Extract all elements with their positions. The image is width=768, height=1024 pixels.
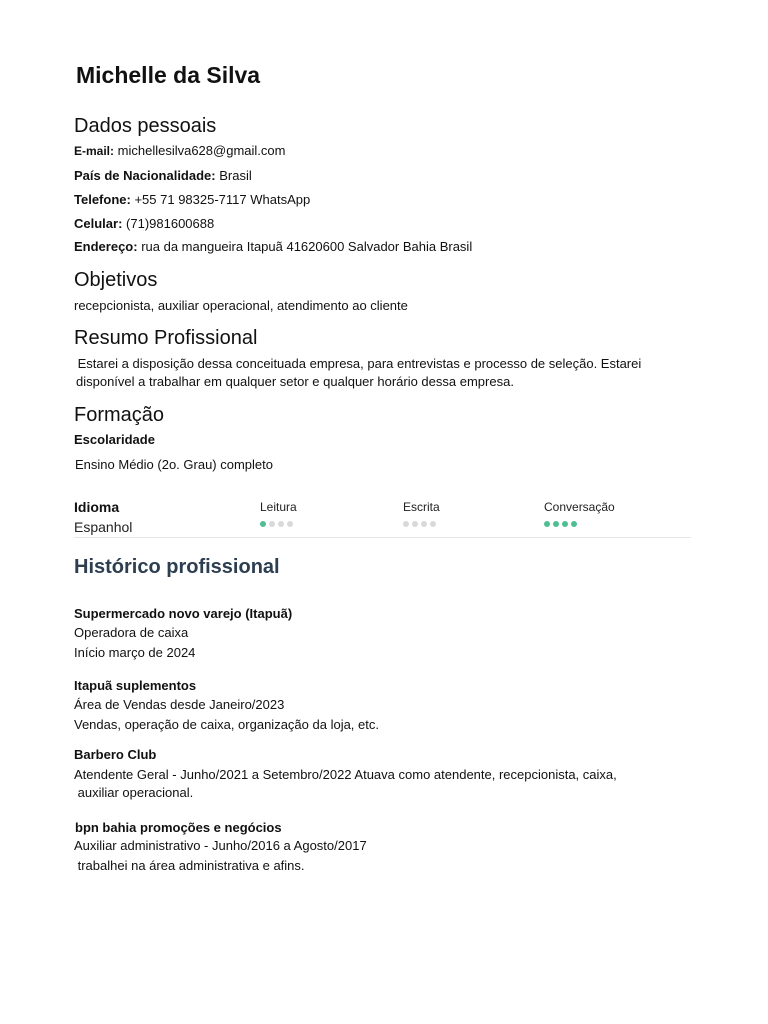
summary-line-2: disponível a trabalhar em qualquer setor e qualquer horário dessa empresa. xyxy=(76,374,514,389)
job-company: bpn bahia promoções e negócios xyxy=(75,820,282,835)
nationality-line xyxy=(74,168,252,183)
email-label: E-mail: xyxy=(74,144,115,158)
address-value: rua da mangueira Itapuã 41620600 Salvador Bahia Brasil xyxy=(141,239,473,254)
nationality-value: Brasil xyxy=(219,168,252,183)
address-line xyxy=(74,239,472,254)
email-value: michellesilva628@gmail.com xyxy=(117,143,286,158)
history-heading: Histórico profissional xyxy=(74,556,280,578)
mobile-label: Celular: xyxy=(74,216,123,231)
job-company: Supermercado novo varejo (Itapuã) xyxy=(74,606,293,621)
level-dot xyxy=(403,521,409,527)
education-subheading: Escolaridade xyxy=(74,432,155,447)
phone-value: +55 71 98325-7117 WhatsApp xyxy=(134,192,311,207)
phone-line xyxy=(74,192,310,207)
job-detail: Operadora de caixa xyxy=(74,625,189,640)
email-line xyxy=(74,143,285,158)
reading-column-header: Leitura xyxy=(260,500,297,514)
address-label: Endereço: xyxy=(74,239,138,254)
job-company: Barbero Club xyxy=(74,747,157,762)
language-name: Espanhol xyxy=(74,519,133,535)
job-company: Itapuã suplementos xyxy=(74,678,197,693)
objectives-heading: Objetivos xyxy=(74,269,158,291)
level-dot xyxy=(260,521,266,527)
education-text: Ensino Médio (2o. Grau) completo xyxy=(75,457,273,472)
job-detail: trabalhei na área administrativa e afins. xyxy=(74,858,305,873)
job-detail: auxiliar operacional. xyxy=(74,785,194,800)
level-dot xyxy=(571,521,577,527)
summary-line-1: Estarei a disposição dessa conceituada empresa, para entrevistas e processo de seleção. Estarei xyxy=(74,356,642,371)
level-dot xyxy=(412,521,418,527)
writing-column-header: Escrita xyxy=(403,500,440,514)
language-table xyxy=(74,497,691,538)
objectives-text: recepcionista, auxiliar operacional, atendimento ao cliente xyxy=(74,298,408,313)
job-detail: Atendente Geral - Junho/2021 a Setembro/2022 Atuava como atendente, recepcionista, caixa, xyxy=(74,767,617,782)
level-dot xyxy=(269,521,275,527)
writing-level xyxy=(403,521,436,527)
level-dot xyxy=(562,521,568,527)
job-detail: Área de Vendas desde Janeiro/2023 xyxy=(74,697,285,712)
level-dot xyxy=(287,521,293,527)
reading-level xyxy=(260,521,293,527)
conversation-column-header: Conversação xyxy=(544,500,615,514)
level-dot xyxy=(421,521,427,527)
candidate-name: Michelle da Silva xyxy=(76,62,261,88)
summary-heading: Resumo Profissional xyxy=(74,327,258,349)
mobile-line xyxy=(74,216,214,231)
education-heading: Formação xyxy=(74,404,165,426)
level-dot xyxy=(430,521,436,527)
level-dot xyxy=(278,521,284,527)
phone-label: Telefone: xyxy=(74,192,131,207)
level-dot xyxy=(544,521,550,527)
job-detail: Auxiliar administrativo - Junho/2016 a Agosto/2017 xyxy=(74,838,367,853)
language-column-header: Idioma xyxy=(74,499,120,515)
mobile-value: (71)981600688 xyxy=(126,216,215,231)
conversation-level xyxy=(544,521,577,527)
job-detail: Vendas, operação de caixa, organização da loja, etc. xyxy=(74,717,379,732)
personal-data-heading: Dados pessoais xyxy=(74,115,217,137)
job-detail: Início março de 2024 xyxy=(74,645,196,660)
nationality-label: País de Nacionalidade: xyxy=(74,168,216,183)
level-dot xyxy=(553,521,559,527)
